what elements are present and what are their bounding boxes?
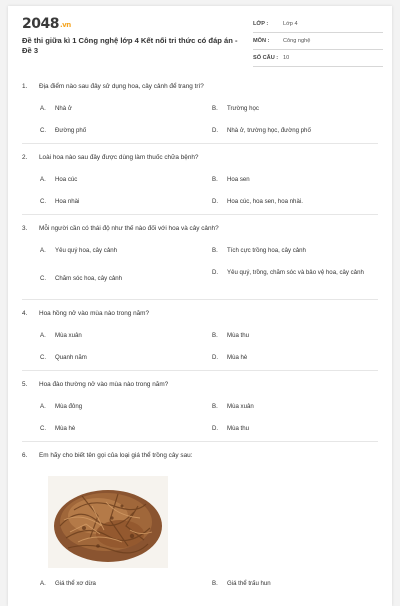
option-letter: B. — [212, 176, 218, 183]
option-letter: C. — [40, 275, 47, 282]
question-text: Loài hoa nào sau đây được dùng làm thuốc chữa bệnh? — [39, 154, 199, 161]
meta-row-subject — [253, 33, 383, 50]
option-text: Mùa xuân — [55, 332, 82, 339]
divider — [22, 299, 378, 300]
answer-option[interactable] — [40, 104, 72, 113]
meta-label: SỐ CÂU : — [253, 55, 279, 61]
option-letter: A. — [40, 176, 46, 183]
option-text: Hoa sen — [227, 176, 250, 183]
answer-option[interactable] — [40, 402, 82, 411]
logo-suffix: .vn — [59, 21, 71, 29]
divider — [22, 441, 378, 442]
answer-option[interactable] — [212, 175, 250, 184]
divider — [22, 370, 378, 371]
option-text: Hoa cúc, hoa sen, hoa nhài. — [227, 198, 303, 205]
answer-option[interactable] — [212, 331, 249, 340]
question-number: 1. — [22, 83, 28, 90]
answer-option[interactable] — [212, 104, 259, 113]
answer-option[interactable] — [40, 197, 79, 206]
option-text: Mùa hè — [227, 354, 248, 361]
option-letter: B. — [212, 247, 218, 254]
question-text: Hoa đào thường nở vào mùa nào trong năm? — [39, 381, 169, 388]
option-letter: B. — [212, 332, 218, 339]
answer-option[interactable] — [40, 331, 82, 340]
option-text: Mùa đông — [55, 403, 83, 410]
question-text: Em hãy cho biết tên gọi của loại giá thể trồng cây sau: — [39, 452, 193, 459]
answer-option[interactable] — [40, 274, 122, 283]
exam-title: Đề thi giữa kì 1 Công nghệ lớp 4 Kết nối tri thức có đáp án - Đề 3 — [22, 36, 238, 55]
option-text: Quanh năm — [55, 354, 87, 361]
option-text: Giá thể xơ dừa — [55, 580, 96, 587]
question-text: Mỗi người cần có thái độ như thế nào đối với hoa và cây cảnh? — [39, 225, 219, 232]
answer-option[interactable] — [212, 197, 303, 206]
answer-option[interactable] — [212, 268, 372, 277]
question-text: Hoa hồng nở vào mùa nào trong năm? — [39, 310, 150, 317]
option-letter: A. — [40, 332, 46, 339]
answer-option[interactable] — [40, 246, 117, 255]
option-text: Trường học — [227, 105, 259, 112]
option-text: Mùa xuân — [227, 403, 254, 410]
option-text: Tích cực trồng hoa, cây cảnh — [227, 247, 306, 254]
option-letter: C. — [40, 354, 47, 361]
worksheet-page — [8, 6, 392, 606]
option-letter: D. — [212, 127, 219, 134]
option-text: Yêu quý, trồng, chăm sóc và bảo vệ hoa, cây cảnh — [227, 269, 364, 276]
question-number: 6. — [22, 452, 28, 459]
answer-option[interactable] — [40, 175, 77, 184]
option-letter: C. — [40, 127, 47, 134]
question-text: Địa điểm nào sau đây sử dụng hoa, cây cảnh để trang trí? — [39, 83, 204, 90]
answer-option[interactable] — [212, 424, 249, 433]
option-text: Nhà ở — [55, 105, 72, 112]
answer-option[interactable] — [40, 579, 96, 588]
option-letter: D. — [212, 198, 219, 205]
question-number: 3. — [22, 225, 28, 232]
question-4 — [22, 309, 382, 318]
logo-text: 2048 — [22, 16, 59, 32]
answer-option[interactable] — [212, 353, 247, 362]
meta-row-class — [253, 16, 383, 33]
meta-label: MÔN : — [253, 38, 270, 44]
option-letter: A. — [40, 580, 46, 587]
meta-row-question-count — [253, 50, 383, 67]
option-text: Hoa nhài — [55, 198, 80, 205]
exam-meta — [253, 16, 383, 67]
question-number: 5. — [22, 381, 28, 388]
option-letter: A. — [40, 247, 46, 254]
option-letter: C. — [40, 425, 47, 432]
question-5 — [22, 380, 382, 389]
meta-value: 10 — [283, 55, 290, 61]
coir-fiber-illustration — [48, 476, 168, 568]
option-text: Mùa thu — [227, 332, 250, 339]
question-number: 4. — [22, 310, 28, 317]
option-text: Nhà ở, trường học, đường phố — [227, 127, 311, 134]
divider — [22, 214, 378, 215]
meta-value: Công nghệ — [283, 38, 311, 44]
option-letter: A. — [40, 403, 46, 410]
coir-substrate-image — [48, 476, 168, 568]
option-letter: B. — [212, 105, 218, 112]
option-letter: B. — [212, 580, 218, 587]
question-3 — [22, 224, 382, 233]
option-letter: D. — [212, 269, 219, 276]
meta-value: Lớp 4 — [283, 21, 298, 27]
answer-option[interactable] — [40, 424, 75, 433]
question-1 — [22, 82, 382, 91]
meta-label: LỚP : — [253, 21, 269, 27]
question-2 — [22, 153, 382, 162]
site-logo[interactable] — [22, 16, 71, 32]
answer-option[interactable] — [212, 402, 254, 411]
option-text: Đường phố — [55, 127, 87, 134]
option-text: Mùa thu — [227, 425, 250, 432]
answer-option[interactable] — [212, 579, 271, 588]
answer-option[interactable] — [40, 353, 87, 362]
option-letter: B. — [212, 403, 218, 410]
option-text: Hoa cúc — [55, 176, 78, 183]
option-letter: D. — [212, 354, 219, 361]
question-6 — [22, 451, 382, 460]
option-letter: D. — [212, 425, 219, 432]
option-text: Giá thể trấu hun — [227, 580, 271, 587]
option-letter: A. — [40, 105, 46, 112]
option-text: Yêu quý hoa, cây cảnh — [55, 247, 117, 254]
question-number: 2. — [22, 154, 28, 161]
answer-option[interactable] — [40, 126, 86, 135]
divider — [22, 143, 378, 144]
option-letter: C. — [40, 198, 47, 205]
option-text: Chăm sóc hoa, cây cảnh — [55, 275, 123, 282]
answer-option[interactable] — [212, 246, 306, 255]
option-text: Mùa hè — [55, 425, 76, 432]
answer-option[interactable] — [212, 126, 311, 135]
